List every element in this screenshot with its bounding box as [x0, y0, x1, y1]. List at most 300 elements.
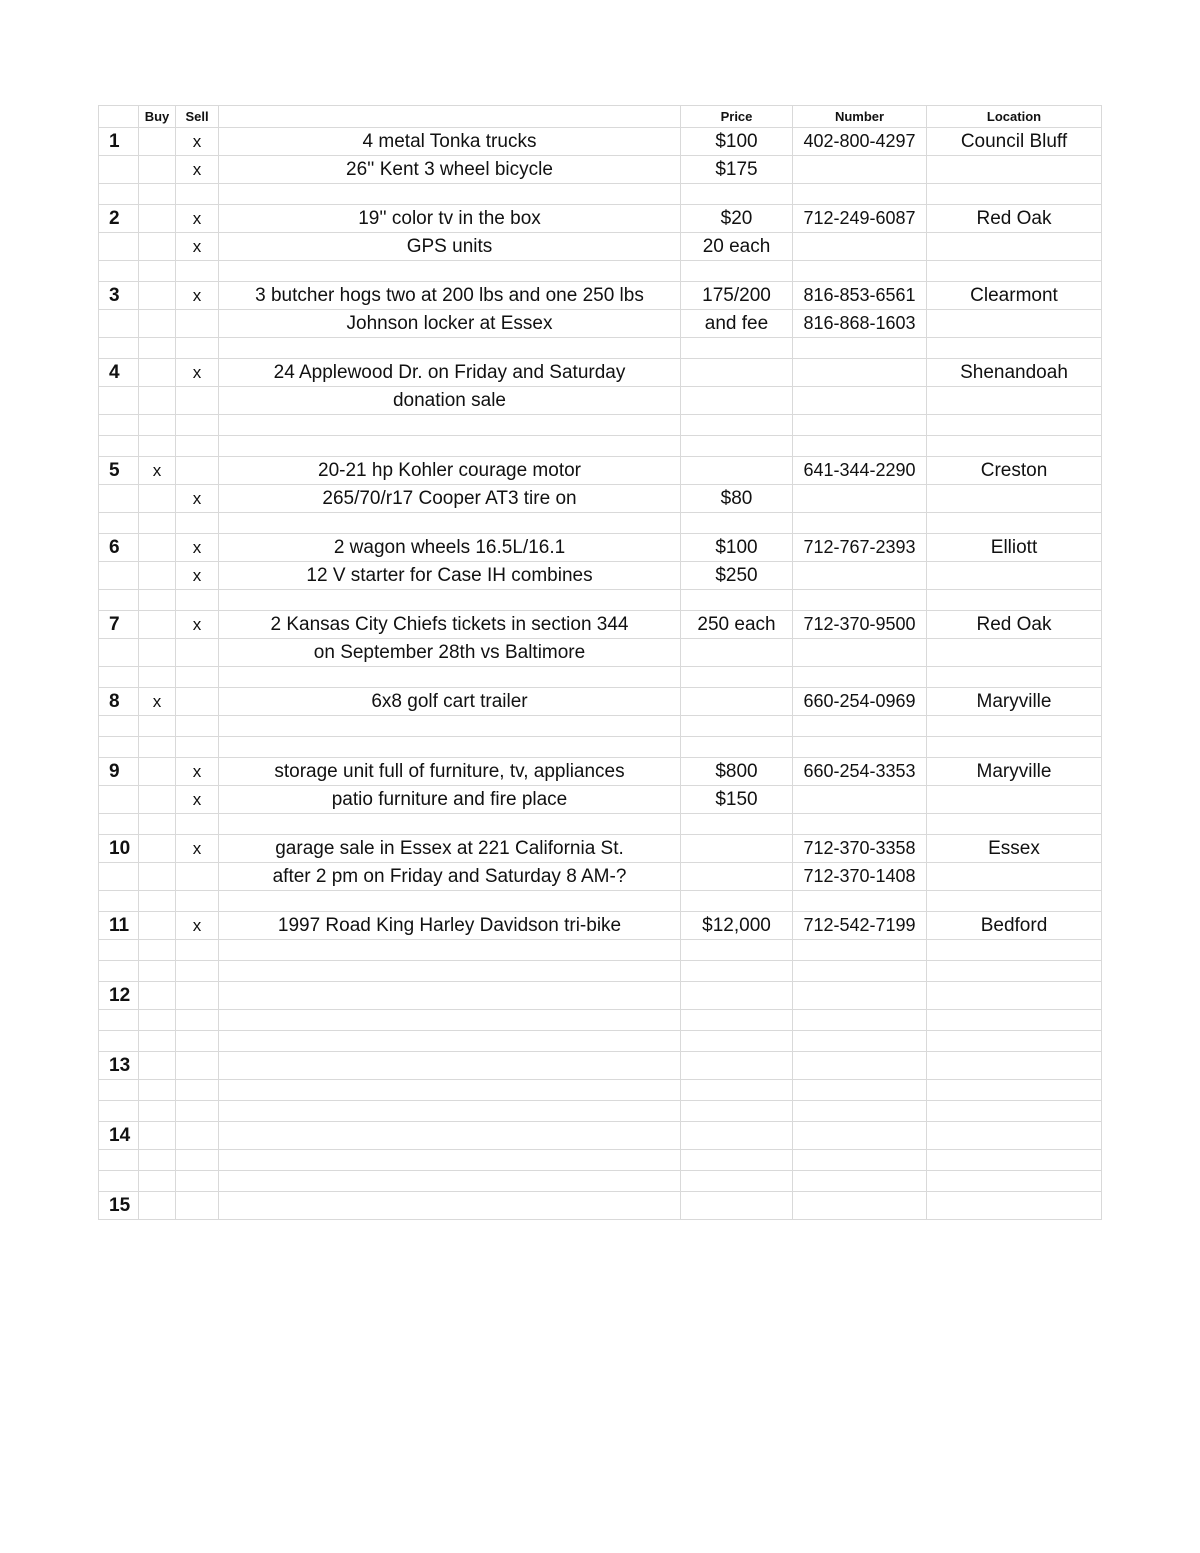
header-phone-number: Number [793, 106, 927, 128]
buy-mark [139, 835, 176, 863]
listing-number [99, 261, 139, 282]
listing-number: 13 [99, 1052, 139, 1080]
phone-number [793, 590, 927, 611]
buy-mark [139, 1080, 176, 1101]
sell-mark [176, 1192, 219, 1220]
sell-mark [176, 1031, 219, 1052]
location [927, 590, 1102, 611]
buy-mark [139, 961, 176, 982]
location [927, 1010, 1102, 1031]
buy-mark [139, 534, 176, 562]
listing-number [99, 1150, 139, 1171]
sell-mark: x [176, 611, 219, 639]
buy-mark [139, 786, 176, 814]
item-price [681, 513, 793, 534]
table-row [99, 128, 1102, 156]
location [927, 1031, 1102, 1052]
item-description: Johnson locker at Essex [219, 310, 681, 338]
item-description [219, 261, 681, 282]
buy-mark [139, 310, 176, 338]
location [927, 891, 1102, 912]
location [927, 1101, 1102, 1122]
location: Elliott [927, 534, 1102, 562]
item-description [219, 1150, 681, 1171]
sell-mark [176, 1122, 219, 1150]
item-price [681, 891, 793, 912]
phone-number: 641-344-2290 [793, 457, 927, 485]
phone-number [793, 1122, 927, 1150]
buy-mark [139, 590, 176, 611]
location [927, 667, 1102, 688]
phone-number [793, 667, 927, 688]
item-price [681, 261, 793, 282]
item-description: 19'' color tv in the box [219, 205, 681, 233]
item-description: garage sale in Essex at 221 California St. [219, 835, 681, 863]
listing-number: 14 [99, 1122, 139, 1150]
sell-mark [176, 310, 219, 338]
sell-mark [176, 457, 219, 485]
item-description [219, 436, 681, 457]
location [927, 961, 1102, 982]
buy-mark [139, 716, 176, 737]
sell-mark [176, 387, 219, 415]
sell-mark: x [176, 156, 219, 184]
sell-mark: x [176, 485, 219, 513]
table-row [99, 359, 1102, 387]
location [927, 1171, 1102, 1192]
phone-number [793, 639, 927, 667]
classified-listings-table [98, 105, 1102, 1220]
location [927, 338, 1102, 359]
buy-mark [139, 891, 176, 912]
table-row [99, 534, 1102, 562]
location [927, 261, 1102, 282]
listing-number: 1 [99, 128, 139, 156]
sell-mark [176, 814, 219, 835]
table-row [99, 982, 1102, 1010]
sell-mark: x [176, 282, 219, 310]
sell-mark [176, 940, 219, 961]
listing-number [99, 667, 139, 688]
table-row [99, 261, 1102, 282]
table-row [99, 562, 1102, 590]
item-price [681, 1101, 793, 1122]
phone-number [793, 338, 927, 359]
buy-mark [139, 562, 176, 590]
table-row [99, 590, 1102, 611]
item-description: on September 28th vs Baltimore [219, 639, 681, 667]
buy-mark [139, 863, 176, 891]
location [927, 562, 1102, 590]
location [927, 485, 1102, 513]
item-price [681, 1052, 793, 1080]
item-description: patio furniture and fire place [219, 786, 681, 814]
phone-number [793, 387, 927, 415]
location [927, 982, 1102, 1010]
location [927, 310, 1102, 338]
item-price [681, 835, 793, 863]
table-row [99, 205, 1102, 233]
buy-mark: x [139, 688, 176, 716]
listing-number: 3 [99, 282, 139, 310]
phone-number [793, 1080, 927, 1101]
location [927, 940, 1102, 961]
item-description: 3 butcher hogs two at 200 lbs and one 250 lbs [219, 282, 681, 310]
phone-number: 712-370-1408 [793, 863, 927, 891]
sell-mark: x [176, 562, 219, 590]
phone-number [793, 156, 927, 184]
phone-number [793, 184, 927, 205]
listing-number [99, 513, 139, 534]
item-description: 6x8 golf cart trailer [219, 688, 681, 716]
phone-number [793, 1101, 927, 1122]
buy-mark [139, 1031, 176, 1052]
item-price [681, 1122, 793, 1150]
table-row [99, 310, 1102, 338]
item-price [681, 457, 793, 485]
item-price [681, 359, 793, 387]
sell-mark [176, 737, 219, 758]
listing-number [99, 562, 139, 590]
item-price: $800 [681, 758, 793, 786]
listing-number [99, 590, 139, 611]
item-price [681, 1192, 793, 1220]
item-description [219, 1052, 681, 1080]
sell-mark [176, 667, 219, 688]
listing-number [99, 415, 139, 436]
item-description: 265/70/r17 Cooper AT3 tire on [219, 485, 681, 513]
item-price [681, 961, 793, 982]
sell-mark: x [176, 128, 219, 156]
table-row [99, 282, 1102, 310]
table-row [99, 233, 1102, 261]
location: Bedford [927, 912, 1102, 940]
table-row [99, 387, 1102, 415]
sell-mark [176, 261, 219, 282]
listing-number: 11 [99, 912, 139, 940]
buy-mark [139, 261, 176, 282]
listing-number [99, 639, 139, 667]
item-price: $100 [681, 128, 793, 156]
phone-number: 712-370-3358 [793, 835, 927, 863]
item-description [219, 338, 681, 359]
buy-mark [139, 233, 176, 261]
listing-number: 7 [99, 611, 139, 639]
location [927, 184, 1102, 205]
location: Maryville [927, 758, 1102, 786]
listing-number [99, 485, 139, 513]
phone-number [793, 415, 927, 436]
table-row [99, 1150, 1102, 1171]
buy-mark [139, 156, 176, 184]
listing-number [99, 1101, 139, 1122]
listing-number [99, 184, 139, 205]
table-row [99, 667, 1102, 688]
item-description [219, 667, 681, 688]
location: Council Bluff [927, 128, 1102, 156]
buy-mark [139, 1010, 176, 1031]
buy-mark [139, 128, 176, 156]
item-price [681, 1080, 793, 1101]
sell-mark [176, 863, 219, 891]
table-row [99, 1122, 1102, 1150]
location: Creston [927, 457, 1102, 485]
item-price [681, 688, 793, 716]
phone-number [793, 485, 927, 513]
location [927, 387, 1102, 415]
phone-number [793, 961, 927, 982]
sell-mark [176, 415, 219, 436]
listings-body [99, 128, 1102, 1220]
buy-mark [139, 1192, 176, 1220]
location [927, 716, 1102, 737]
phone-number: 660-254-3353 [793, 758, 927, 786]
buy-mark [139, 758, 176, 786]
phone-number [793, 891, 927, 912]
listing-number [99, 863, 139, 891]
item-price [681, 639, 793, 667]
location [927, 156, 1102, 184]
item-price [681, 737, 793, 758]
phone-number [793, 1171, 927, 1192]
sell-mark [176, 961, 219, 982]
phone-number [793, 436, 927, 457]
item-price [681, 814, 793, 835]
listing-number: 4 [99, 359, 139, 387]
sell-mark [176, 1052, 219, 1080]
buy-mark [139, 611, 176, 639]
table-row [99, 338, 1102, 359]
buy-mark [139, 667, 176, 688]
sell-mark [176, 891, 219, 912]
item-description [219, 1101, 681, 1122]
location [927, 415, 1102, 436]
item-price: 20 each [681, 233, 793, 261]
table-row [99, 863, 1102, 891]
header-number-col [99, 106, 139, 128]
buy-mark [139, 436, 176, 457]
item-price [681, 716, 793, 737]
table-row [99, 156, 1102, 184]
header-buy: Buy [139, 106, 176, 128]
table-row [99, 184, 1102, 205]
item-price [681, 940, 793, 961]
listing-number [99, 891, 139, 912]
buy-mark [139, 338, 176, 359]
phone-number [793, 1192, 927, 1220]
listing-number [99, 1010, 139, 1031]
buy-mark [139, 184, 176, 205]
phone-number [793, 940, 927, 961]
location [927, 786, 1102, 814]
location [927, 1192, 1102, 1220]
item-description [219, 1171, 681, 1192]
listing-number [99, 940, 139, 961]
sell-mark [176, 184, 219, 205]
phone-number: 712-370-9500 [793, 611, 927, 639]
item-description [219, 1192, 681, 1220]
header-sell: Sell [176, 106, 219, 128]
listing-number [99, 1031, 139, 1052]
sell-mark [176, 1080, 219, 1101]
buy-mark [139, 1171, 176, 1192]
item-description [219, 982, 681, 1010]
table-row [99, 639, 1102, 667]
buy-mark [139, 415, 176, 436]
phone-number [793, 359, 927, 387]
location [927, 863, 1102, 891]
phone-number [793, 261, 927, 282]
location [927, 737, 1102, 758]
item-description [219, 940, 681, 961]
table-row [99, 1101, 1102, 1122]
sell-mark [176, 338, 219, 359]
item-price [681, 1150, 793, 1171]
item-description: 24 Applewood Dr. on Friday and Saturday [219, 359, 681, 387]
phone-number [793, 716, 927, 737]
listing-number [99, 737, 139, 758]
item-price [681, 415, 793, 436]
table-row [99, 912, 1102, 940]
phone-number [793, 737, 927, 758]
buy-mark [139, 1150, 176, 1171]
item-description: 12 V starter for Case IH combines [219, 562, 681, 590]
buy-mark [139, 1122, 176, 1150]
phone-number [793, 562, 927, 590]
table-row [99, 1192, 1102, 1220]
sell-mark [176, 982, 219, 1010]
table-row [99, 891, 1102, 912]
sell-mark: x [176, 835, 219, 863]
phone-number [793, 1150, 927, 1171]
table-row [99, 940, 1102, 961]
item-description [219, 1080, 681, 1101]
table-row [99, 716, 1102, 737]
item-description [219, 716, 681, 737]
location [927, 639, 1102, 667]
phone-number: 712-767-2393 [793, 534, 927, 562]
item-price: $20 [681, 205, 793, 233]
table-row [99, 513, 1102, 534]
sell-mark: x [176, 233, 219, 261]
listing-number [99, 156, 139, 184]
header-location: Location [927, 106, 1102, 128]
buy-mark [139, 982, 176, 1010]
item-price [681, 184, 793, 205]
phone-number [793, 1052, 927, 1080]
table-row [99, 786, 1102, 814]
table-row [99, 1052, 1102, 1080]
item-description [219, 415, 681, 436]
item-price [681, 1031, 793, 1052]
phone-number [793, 233, 927, 261]
phone-number [793, 513, 927, 534]
item-price: $100 [681, 534, 793, 562]
listing-number [99, 233, 139, 261]
phone-number [793, 982, 927, 1010]
listing-number: 12 [99, 982, 139, 1010]
table-row [99, 758, 1102, 786]
buy-mark: x [139, 457, 176, 485]
item-price [681, 667, 793, 688]
sell-mark [176, 436, 219, 457]
location: Shenandoah [927, 359, 1102, 387]
listing-number: 10 [99, 835, 139, 863]
listing-number [99, 1080, 139, 1101]
item-description: 20-21 hp Kohler courage motor [219, 457, 681, 485]
listing-number: 8 [99, 688, 139, 716]
item-price: $12,000 [681, 912, 793, 940]
location: Red Oak [927, 205, 1102, 233]
location [927, 513, 1102, 534]
location: Clearmont [927, 282, 1102, 310]
buy-mark [139, 513, 176, 534]
table-row [99, 835, 1102, 863]
item-price [681, 436, 793, 457]
item-description [219, 590, 681, 611]
listing-number: 9 [99, 758, 139, 786]
location: Essex [927, 835, 1102, 863]
item-description: GPS units [219, 233, 681, 261]
listing-number [99, 786, 139, 814]
item-price: $150 [681, 786, 793, 814]
item-price: 250 each [681, 611, 793, 639]
table-row [99, 688, 1102, 716]
item-price [681, 982, 793, 1010]
item-price: 175/200 [681, 282, 793, 310]
item-description [219, 513, 681, 534]
sell-mark: x [176, 205, 219, 233]
item-price [681, 590, 793, 611]
buy-mark [139, 485, 176, 513]
item-description: after 2 pm on Friday and Saturday 8 AM-? [219, 863, 681, 891]
sell-mark: x [176, 912, 219, 940]
item-price: $175 [681, 156, 793, 184]
listing-number [99, 961, 139, 982]
listing-number: 15 [99, 1192, 139, 1220]
item-description: 4 metal Tonka trucks [219, 128, 681, 156]
item-description: 2 Kansas City Chiefs tickets in section 344 [219, 611, 681, 639]
table-row [99, 1171, 1102, 1192]
phone-number [793, 814, 927, 835]
buy-mark [139, 359, 176, 387]
header-price: Price [681, 106, 793, 128]
sell-mark: x [176, 758, 219, 786]
phone-number: 816-868-1603 [793, 310, 927, 338]
location [927, 1080, 1102, 1101]
sell-mark [176, 688, 219, 716]
location: Maryville [927, 688, 1102, 716]
phone-number: 660-254-0969 [793, 688, 927, 716]
table-row [99, 961, 1102, 982]
item-description [219, 814, 681, 835]
location [927, 1122, 1102, 1150]
listing-number [99, 338, 139, 359]
item-description [219, 1031, 681, 1052]
location [927, 814, 1102, 835]
phone-number [793, 1010, 927, 1031]
item-price [681, 387, 793, 415]
location: Red Oak [927, 611, 1102, 639]
item-price [681, 863, 793, 891]
sell-mark [176, 1150, 219, 1171]
listing-number [99, 716, 139, 737]
table-row [99, 737, 1102, 758]
item-price [681, 1010, 793, 1031]
phone-number [793, 1031, 927, 1052]
table-row [99, 1031, 1102, 1052]
sell-mark [176, 716, 219, 737]
